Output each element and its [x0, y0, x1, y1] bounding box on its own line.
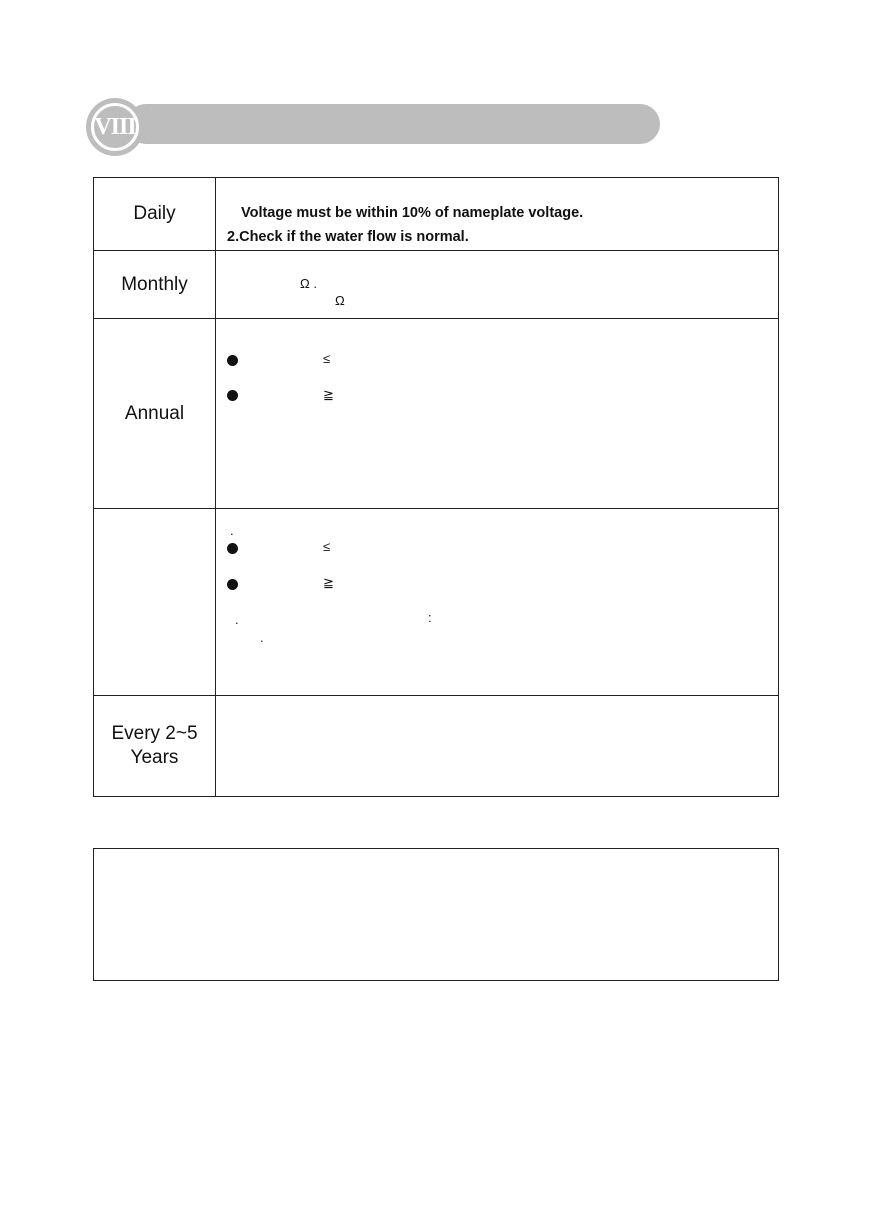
- row-content-daily: [216, 178, 778, 250]
- row-label-annual: Annual: [94, 319, 216, 509]
- note-box: [93, 848, 779, 981]
- unlabeled-less-equal-symbol: ≤: [323, 539, 331, 554]
- unlabeled-dot-mark-3: .: [260, 630, 264, 645]
- row-label-daily: Daily: [94, 178, 216, 250]
- row-label-monthly: Monthly: [94, 251, 216, 319]
- daily-line-voltage: Voltage must be within 10% of nameplate voltage.: [241, 205, 584, 221]
- table-row-every-2-5-years: [94, 695, 778, 796]
- section-header: [86, 98, 660, 156]
- table-row-monthly: [94, 250, 778, 319]
- row-label-every-2-5-line2: Years: [130, 747, 179, 768]
- monthly-ohm-symbol-2: Ω: [335, 293, 345, 308]
- row-label-every-2-5-line1: Every 2~5: [111, 723, 198, 744]
- bullet-dot-icon: [227, 390, 238, 401]
- annual-greater-equal-symbol: ≧: [323, 387, 334, 402]
- section-numeral: VIII: [91, 103, 139, 151]
- bullet-dot-icon: [227, 579, 238, 590]
- maintenance-schedule-table: [93, 177, 779, 797]
- row-label-every-2-5-years: [94, 696, 216, 796]
- unlabeled-colon-mark: :: [428, 610, 432, 625]
- table-row-annual: [94, 318, 778, 509]
- section-title-bar: [126, 104, 660, 144]
- row-content-unlabeled: [216, 509, 778, 696]
- daily-line-water-flow: 2.Check if the water flow is normal.: [227, 229, 469, 245]
- row-label-blank: [94, 509, 216, 696]
- unlabeled-dot-mark-1: .: [230, 523, 234, 538]
- row-content-monthly: [216, 251, 778, 319]
- bullet-dot-icon: [227, 355, 238, 366]
- annual-less-equal-symbol: ≤: [323, 351, 331, 366]
- unlabeled-dot-mark-2: .: [235, 612, 239, 627]
- unlabeled-greater-equal-symbol: ≧: [323, 575, 334, 590]
- bullet-dot-icon: [227, 543, 238, 554]
- row-content-every-2-5-years: [216, 696, 778, 796]
- table-row-daily: [94, 178, 778, 250]
- row-content-annual: [216, 319, 778, 509]
- monthly-ohm-symbol-1: Ω .: [300, 276, 317, 291]
- section-number-badge: [86, 98, 144, 156]
- table-row-unlabeled: [94, 508, 778, 696]
